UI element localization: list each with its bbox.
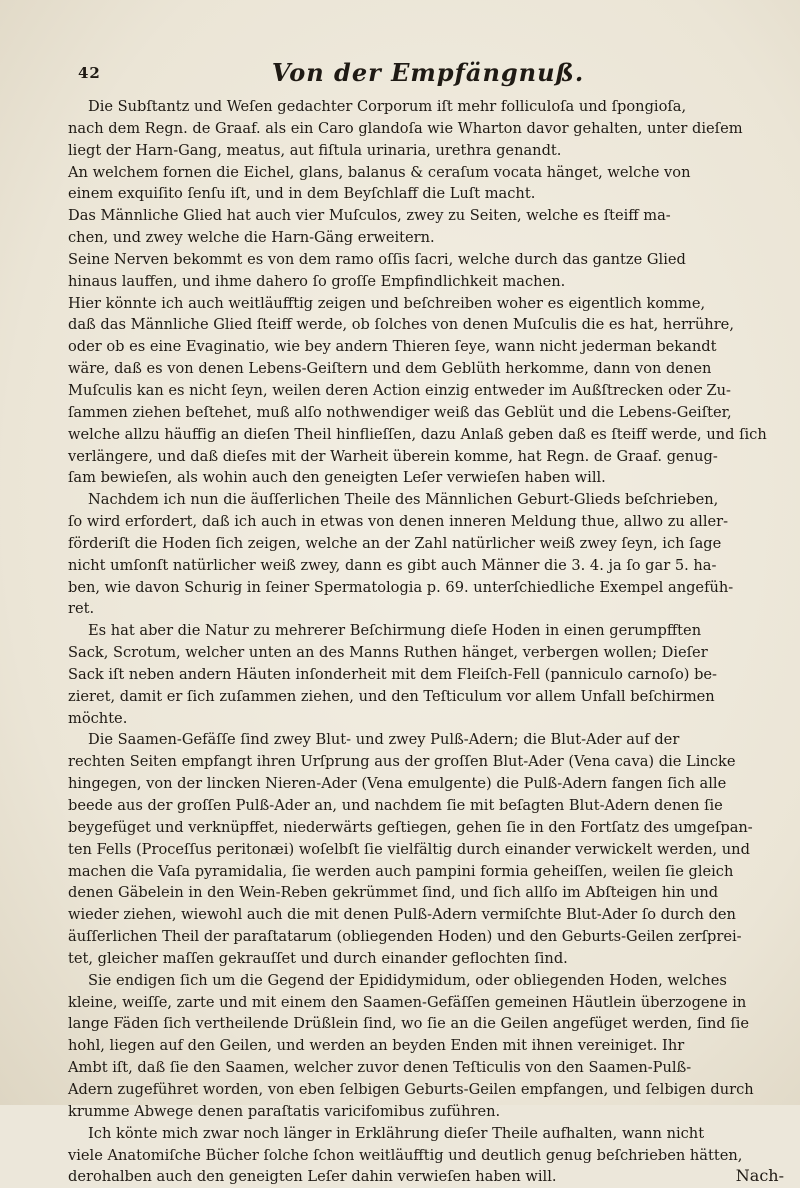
text-line: denen Gäbelein in den Wein-Reben gekrümmet ſind, und ſich allſo im Abſteigen hin und: [68, 884, 719, 902]
text-line: nach dem Regn. de Graaf. als ein Caro glandoſa wie Wharton davor gehalten, unter dieſem: [68, 119, 743, 137]
text-line: ret.: [68, 600, 95, 618]
text-line: ben, wie davon Schurig in ſeiner Spermatologia p. 69. unterſchiedliche Exempel angefüh-: [68, 578, 734, 596]
text-line: tet, gleicher maſſen gekrauſſet und durch einander geflochten ſind.: [68, 949, 568, 967]
text-line: hingegen, von der lincken Nieren-Ader (Vena emulgente) die Pulß-Adern fangen ſich alle: [68, 775, 727, 793]
text-line: hinaus lauffen, und ihme dahero ſo groſſe Empfindlichkeit machen.: [68, 272, 566, 290]
page-number: 42: [78, 64, 101, 82]
page-header: [78, 58, 778, 90]
text-line: kleine, weiſſe, zarte und mit einem den Saamen-Gefäſſen gemeinen Häutlein überzogene in: [68, 993, 747, 1011]
text-line: oder ob es eine Evaginatio, wie bey andern Thieren ſeye, wann nicht jederman bekandt: [68, 338, 717, 356]
text-line: förderiſt die Hoden ſich zeigen, welche an der Zahl natürlicher weiß zwey ſeyn, ich ſage: [68, 534, 722, 552]
text-line: Die Subſtantz und Weſen gedachter Corporum iſt mehr folliculoſa und ſpongioſa,: [88, 98, 687, 115]
running-title: Von der Empfängnuß.: [271, 58, 585, 87]
text-line: möchte.: [68, 709, 128, 727]
text-line: verlängere, und daß dieſes mit der Warheit überein komme, hat Regn. de Graaf. genug-: [68, 447, 718, 465]
text-line: An welchem fornen die Eichel, glans, balanus & ceraſum vocata hänget, welche von: [68, 163, 691, 181]
text-line: beede aus der groſſen Pulß-Ader an, und nachdem ſie mit beſagten Blut-Adern denen ſie: [68, 797, 723, 814]
text-line: äuſſerlichen Theil der paraſtatarum (obliegenden Hoden) und den Geburts-Geilen zerſprei-: [68, 928, 742, 946]
text-line: zieret, damit er ſich zuſammen ziehen, und den Teſticulum vor allem Unfall beſchirmen: [68, 687, 715, 705]
text-line: Hier könnte ich auch weitläufftig zeigen und beſchreiben woher es eigentlich komme,: [68, 294, 706, 312]
text-line: Das Männliche Glied hat auch vier Muſculos, zwey zu Seiten, welche es ſteiff ma-: [68, 207, 671, 225]
text-line: einem exquiſito ſenſu iſt, und in dem Beyſchlaff die Luſt macht.: [68, 185, 536, 203]
text-line: ſam bewieſen, als wohin auch den geneigten Leſer verwieſen haben will.: [68, 469, 606, 487]
text-line: daß das Männliche Glied ſteiff werde, ob ſolches von denen Muſculis die es hat, herrühre,: [68, 316, 734, 334]
text-line: viele Anatomiſche Bücher ſolche ſchon weitläufftig und deutlich genug beſchrieben hätten,: [68, 1146, 743, 1164]
text-line: wieder ziehen, wiewohl auch die mit denen Pulß-Adern vermiſchte Blut-Ader ſo durch den: [68, 906, 736, 924]
text-line: Ambt iſt, daß ſie den Saamen, welcher zuvor denen Teſticulis von den Saamen-Pulß-: [68, 1059, 692, 1077]
text-line: Adern zugeführet worden, von eben ſelbigen Geburts-Geilen empfangen, und ſelbigen durch: [68, 1080, 754, 1098]
paragraph: [68, 620, 784, 729]
text-body: [68, 96, 784, 1186]
text-line: chen, und zwey welche die Harn-Gäng erweitern.: [68, 229, 435, 247]
text-line: liegt der Harn-Gang, meatus, aut fiſtula urinaria, urethra genandt.: [68, 141, 562, 159]
text-line: Es hat aber die Natur zu mehrerer Beſchirmung dieſe Hoden in einen gerumpfften: [88, 622, 702, 640]
text-line: ten Fells (Proceſſus peritonæi) woſelbſt ſie vielfältig durch einander verwickelt werden, und: [68, 840, 750, 858]
text-line: nicht umſonſt natürlicher weiß zwey, dann es gibt auch Männer die 3. 4. ja ſo gar 5. ha-: [68, 556, 717, 574]
text-line: hohl, liegen auf den Geilen, und werden an beyden Enden mit ihnen vereiniget. Ihr: [68, 1037, 685, 1055]
text-line: Sack, Scrotum, welcher unten an des Manns Ruthen hänget, verbergen wollen; Dieſer: [68, 644, 708, 662]
text-line: Sack iſt neben andern Häuten inſonderheit mit dem Fleiſch-Fell (panniculo carnoſo) be-: [68, 665, 717, 683]
paragraph: [68, 96, 784, 489]
text-line: Muſculis kan es nicht ſeyn, weilen deren Action einzig entweder im Außſtrecken oder Zu-: [68, 381, 731, 399]
text-line: machen die Vaſa pyramidalia, ſie werden auch pampini formia geheiſſen, weilen ſie gleich: [68, 862, 734, 880]
text-line: Ich könte mich zwar noch länger in Erklährung dieſer Theile aufhalten, wann nicht: [88, 1124, 705, 1142]
text-line: beygefüget und verknüpffet, niederwärts geſtiegen, gehen ſie in den Fortſatz des umgeſpan-: [68, 818, 753, 836]
paragraph: [68, 970, 784, 1123]
paragraph: [68, 729, 784, 969]
text-line: wäre, daß es von denen Lebens-Geiſtern und dem Geblüth herkomme, dann von denen: [68, 360, 712, 378]
text-line: Nachdem ich nun die äuſſerlichen Theile des Männlichen Geburt-Glieds beſchrieben,: [88, 491, 719, 509]
text-line: Die Saamen-Gefäſſe ſind zwey Blut- und zwey Pulß-Adern; die Blut-Ader auf der: [88, 731, 680, 749]
text-line: Sie endigen ſich um die Gegend der Epididymidum, oder obliegenden Hoden, welches: [88, 971, 727, 989]
text-line: derohalben auch den geneigten Leſer dahin verwieſen haben will.: [68, 1168, 557, 1186]
text-line: krumme Abwege denen paraſtatis varicifomibus zuführen.: [68, 1102, 501, 1120]
paragraph: [68, 489, 784, 620]
text-line: ſo wird erfordert, daß ich auch in etwas von denen inneren Meldung thue, allwo zu aller-: [68, 513, 729, 531]
text-line: ſammen ziehen beſtehet, muß alſo nothwendiger weiß das Geblüt und die Lebens-Geiſter,: [68, 403, 732, 421]
text-line: rechten Seiten empfangt ihren Urſprung aus der groſſen Blut-Ader (Vena cava) die Lincke: [68, 753, 736, 771]
text-line: lange Fäden ſich vertheilende Drüßlein ſind, wo ſie an die Geilen angefüget werden, ſind ſie: [68, 1015, 750, 1033]
text-line: Seine Nerven bekommt es von dem ramo oſſis ſacri, welche durch das gantze Glied: [68, 250, 686, 268]
text-line: welche allzu häuffig an dieſen Theil hinflieſſen, dazu Anlaß geben daß es ſteiff werde, und ſich: [68, 425, 767, 443]
catchword: Nach-: [735, 1166, 784, 1186]
